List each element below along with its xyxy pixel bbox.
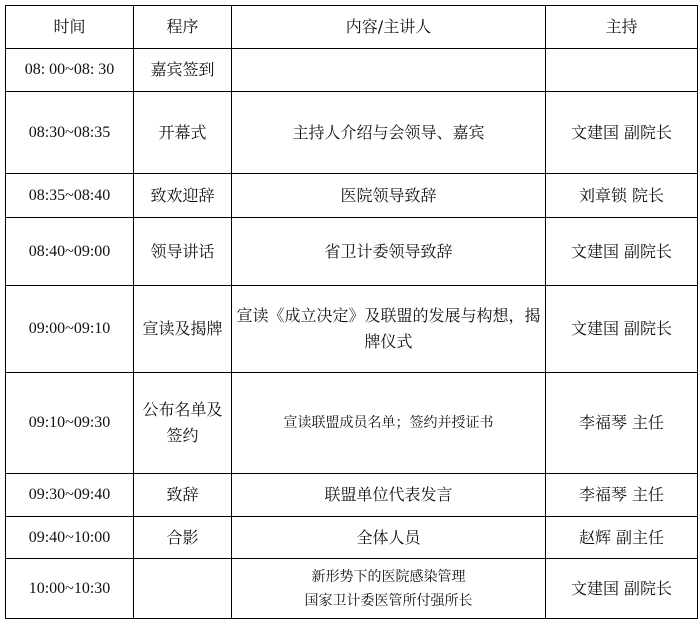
program-cell: 宣读及揭牌 <box>134 286 232 373</box>
host-cell: 刘章锁 院长 <box>546 174 698 218</box>
program-cell: 领导讲话 <box>134 218 232 286</box>
table-row <box>6 218 698 286</box>
host-cell: 文建国 副院长 <box>546 218 698 286</box>
host-cell: 文建国 副院长 <box>546 92 698 174</box>
program-cell: 致辞 <box>134 474 232 517</box>
content-cell: 主持人介绍与会领导、嘉宾 <box>232 92 546 174</box>
program-cell: 合影 <box>134 517 232 559</box>
time-cell: 09:40~10:00 <box>6 517 134 559</box>
time-cell: 08:40~09:00 <box>6 218 134 286</box>
content-cell: 宣读联盟成员名单；签约并授证书 <box>232 373 546 474</box>
program-cell: 嘉宾签到 <box>134 49 232 92</box>
table-row <box>6 474 698 517</box>
host-cell: 文建国 副院长 <box>546 559 698 619</box>
content-cell: 宣读《成立决定》及联盟的发展与构想，揭牌仪式 <box>232 286 546 373</box>
content-cell: 联盟单位代表发言 <box>232 474 546 517</box>
time-cell: 10:00~10:30 <box>6 559 134 619</box>
content-cell <box>232 559 546 619</box>
program-cell: 致欢迎辞 <box>134 174 232 218</box>
host-cell <box>546 49 698 92</box>
table-row <box>6 174 698 218</box>
table-row <box>6 286 698 373</box>
program-cell <box>134 559 232 619</box>
table-row <box>6 517 698 559</box>
time-cell: 08:35~08:40 <box>6 174 134 218</box>
time-cell: 08: 00~08: 30 <box>6 49 134 92</box>
header-time: 时间 <box>6 6 134 49</box>
program-cell: 开幕式 <box>134 92 232 174</box>
time-cell: 09:00~09:10 <box>6 286 134 373</box>
content-cell: 医院领导致辞 <box>232 174 546 218</box>
talk-title: 新形势下的医院感染管理 <box>311 568 466 585</box>
table-row <box>6 373 698 474</box>
host-cell: 文建国 副院长 <box>546 286 698 373</box>
time-cell: 09:30~09:40 <box>6 474 134 517</box>
header-row <box>6 6 698 49</box>
header-program: 程序 <box>134 6 232 49</box>
host-cell: 李福琴 主任 <box>546 373 698 474</box>
table-row <box>6 92 698 174</box>
time-cell: 09:10~09:30 <box>6 373 134 474</box>
table-row <box>6 559 698 619</box>
host-cell: 赵辉 副主任 <box>546 517 698 559</box>
program-cell: 公布名单及签约 <box>134 373 232 474</box>
talk-speaker: 国家卫计委医管所付强所长 <box>304 592 473 609</box>
content-cell <box>232 49 546 92</box>
host-cell: 李福琴 主任 <box>546 474 698 517</box>
table-row <box>6 49 698 92</box>
agenda-table <box>5 5 698 619</box>
header-content: 内容/主讲人 <box>232 6 546 49</box>
content-cell: 省卫计委领导致辞 <box>232 218 546 286</box>
content-cell: 全体人员 <box>232 517 546 559</box>
time-cell: 08:30~08:35 <box>6 92 134 174</box>
header-host: 主持 <box>546 6 698 49</box>
